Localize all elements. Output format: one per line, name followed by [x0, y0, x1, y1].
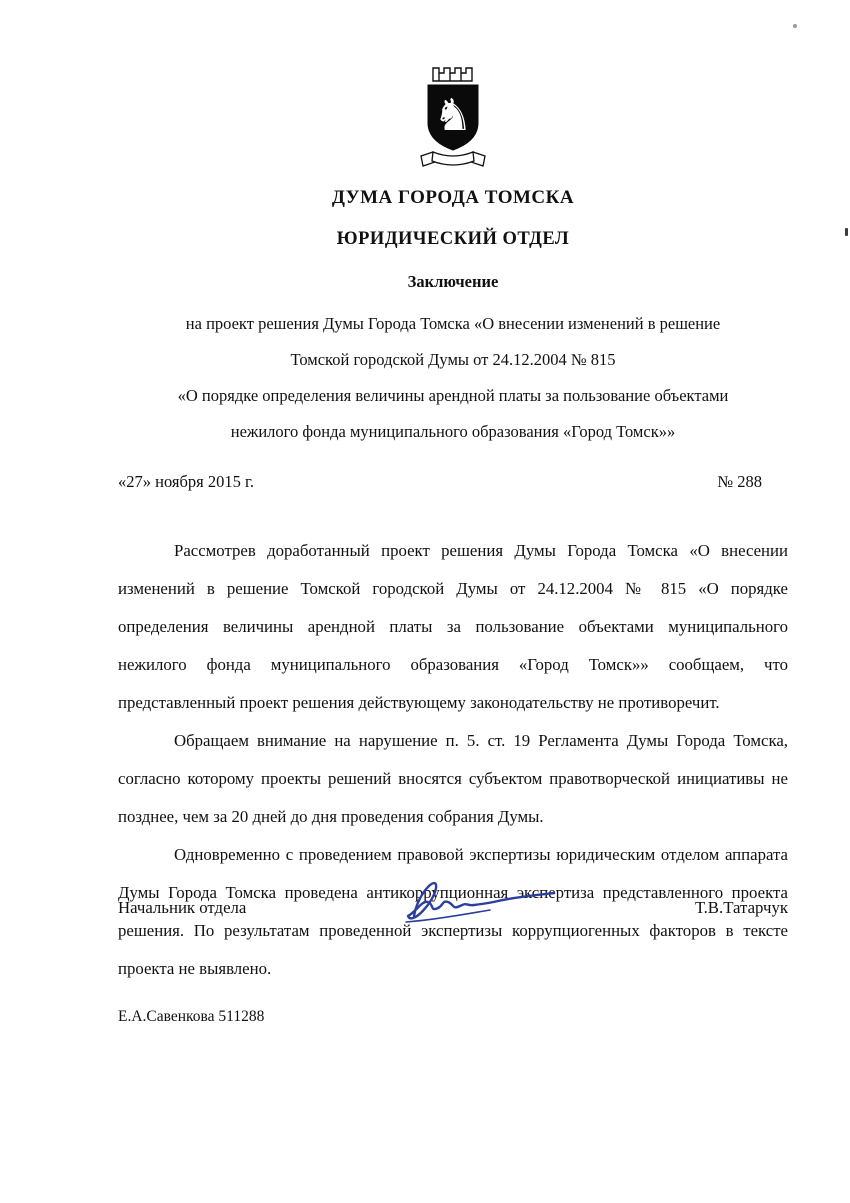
subject-line: нежилого фонда муниципального образования «Город Томск»» [230, 422, 676, 441]
subject-line: на проект решения Думы Города Томска «О внесении изменений в решение [185, 314, 721, 333]
date-number-row [118, 472, 788, 492]
tomsk-coat-of-arms-icon [411, 64, 495, 172]
executor-note: Е.А.Савенкова 511288 [118, 1008, 265, 1025]
body-text [118, 532, 788, 988]
emblem-wrap [118, 64, 788, 177]
paragraph: Одновременно с проведением правовой экспертизы юридическим отделом аппарата Думы Города Томска проведена антикоррупционная экспертиза представленного проекта решения. По результатам проведенной экспертизы коррупциогенных факторов в тексте проекта не выявлено. [118, 845, 788, 978]
svg-text:♞: ♞ [433, 90, 473, 141]
org-name: ДУМА ГОРОДА ТОМСКА [331, 187, 575, 208]
doc-number: № 288 [717, 472, 762, 491]
department-name: ЮРИДИЧЕСКИЙ ОТДЕЛ [336, 229, 570, 249]
doc-date: «27» ноября 2015 г. [118, 472, 254, 491]
paragraph: Рассмотрев доработанный проект решения Думы Города Томска «О внесении изменений в решение Томской городской Думы от 24.12.2004 № 815 «О порядке определения величины арендной платы за пользование объектами муниципального нежилого фонда муниципального образования «Город Томск»» сообщаем, что представленный проект решения действующему законодательству не противоречит. [118, 541, 788, 712]
signer-position: Начальник отдела [118, 898, 247, 917]
paragraph: Обращаем внимание на нарушение п. 5. ст. 19 Регламента Думы Города Томска, согласно которому проекты решений вносятся субъектом правотворческой инициативы не позднее, чем за 20 дней до дня проведения собрания Думы. [118, 731, 788, 826]
subject-line: Томской городской Думы от 24.12.2004 № 815 [290, 350, 616, 369]
subject-line: «О порядке определения величины арендной платы за пользование объектами [177, 386, 729, 405]
signer-name: Т.В.Татарчук [695, 898, 788, 917]
subject-block [118, 306, 788, 450]
signature-row [118, 898, 788, 918]
doc-title: Заключение [407, 272, 499, 291]
